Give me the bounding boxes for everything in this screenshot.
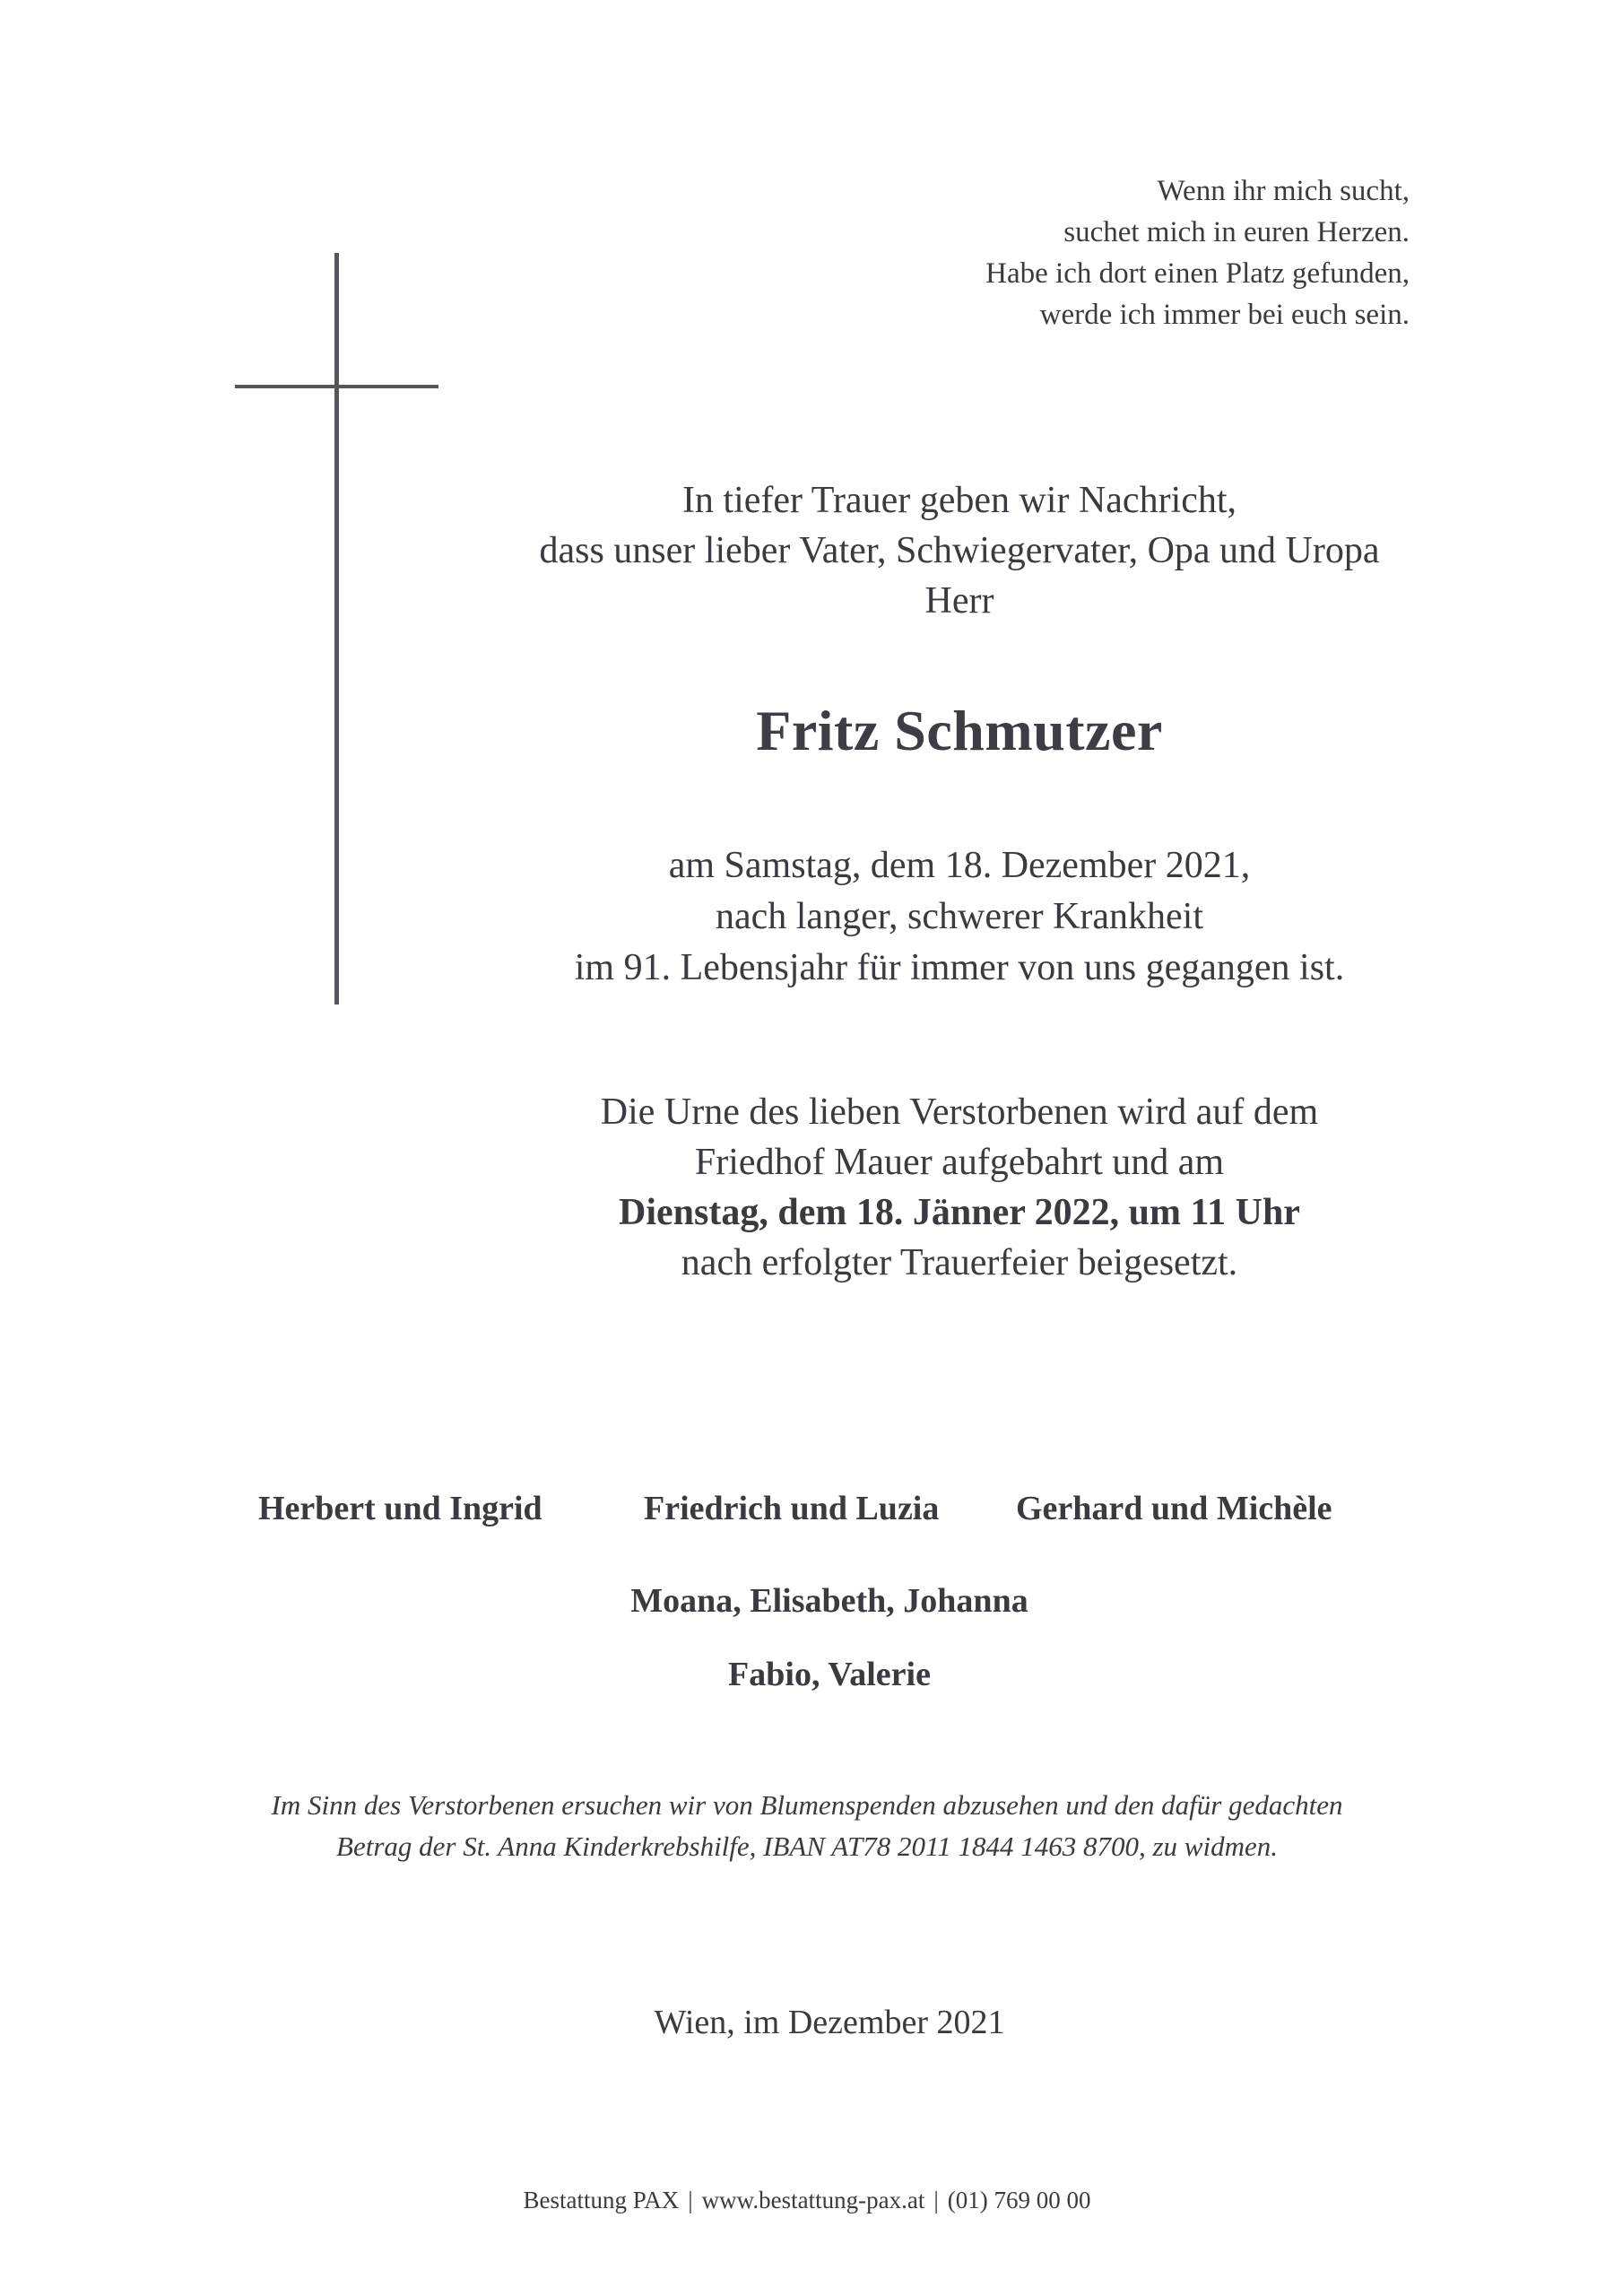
poem-line: suchet mich in euren Herzen. <box>1063 216 1410 248</box>
poem <box>782 170 1410 335</box>
cross-vertical-beam <box>334 253 339 1004</box>
funeral-date: Dienstag, dem 18. Jänner 2022, um 11 Uhr <box>619 1192 1300 1233</box>
family-children-1: Herbert und Ingrid <box>258 1490 542 1527</box>
footer-separator: | <box>933 2187 939 2213</box>
donation-request <box>179 1785 1435 1867</box>
footer-phone: (01) 769 00 00 <box>947 2187 1091 2213</box>
family-great-grandchildren: Fabio, Valerie <box>728 1656 931 1693</box>
funeral-notice <box>421 1087 1497 1288</box>
poem-line: werde ich immer bei euch sein. <box>1039 299 1410 331</box>
cross-horizontal-beam <box>235 385 438 388</box>
intro-line: Herr <box>924 580 994 622</box>
poem-line: Habe ich dort einen Platz gefunden, <box>985 257 1410 290</box>
deceased-name: Fritz Schmutzer <box>756 699 1163 762</box>
death-line: am Samstag, dem 18. Dezember 2021, <box>668 845 1251 886</box>
footer-company: Bestattung PAX <box>523 2187 680 2213</box>
death-notice <box>421 840 1497 994</box>
footer-separator: | <box>688 2187 693 2213</box>
footer <box>269 2182 1345 2218</box>
family-children-2: Friedrich und Luzia <box>644 1490 940 1527</box>
funeral-line: Die Urne des lieben Verstorbenen wird auf dem <box>600 1091 1319 1133</box>
death-line: nach langer, schwerer Krankheit <box>715 896 1204 937</box>
footer-website: www.bestattung-pax.at <box>701 2187 925 2213</box>
poem-line: Wenn ihr mich sucht, <box>1157 175 1410 207</box>
intro-line: dass unser lieber Vater, Schwiegervater, Opa und Uropa <box>539 530 1380 571</box>
funeral-line: Friedhof Mauer aufgebahrt und am <box>694 1142 1225 1183</box>
donation-line: Im Sinn des Verstorbenen ersuchen wir von Blumenspenden abzusehen und den dafür gedachten <box>271 1789 1343 1821</box>
intro-text <box>421 475 1497 626</box>
intro-line: In tiefer Trauer geben wir Nachricht, <box>681 480 1237 521</box>
family-children-3: Gerhard und Michèle <box>1016 1490 1332 1527</box>
funeral-line: nach erfolgter Trauerfeier beigesetzt. <box>681 1242 1238 1283</box>
donation-line: Betrag der St. Anna Kinderkrebshilfe, IBAN AT78 2011 1844 1463 8700, zu widmen. <box>336 1831 1278 1862</box>
death-line: im 91. Lebensjahr für immer von uns gegangen ist. <box>574 947 1345 988</box>
place-date: Wien, im Dezember 2021 <box>654 2004 1005 2041</box>
family-grandchildren: Moana, Elisabeth, Johanna <box>630 1582 1028 1620</box>
